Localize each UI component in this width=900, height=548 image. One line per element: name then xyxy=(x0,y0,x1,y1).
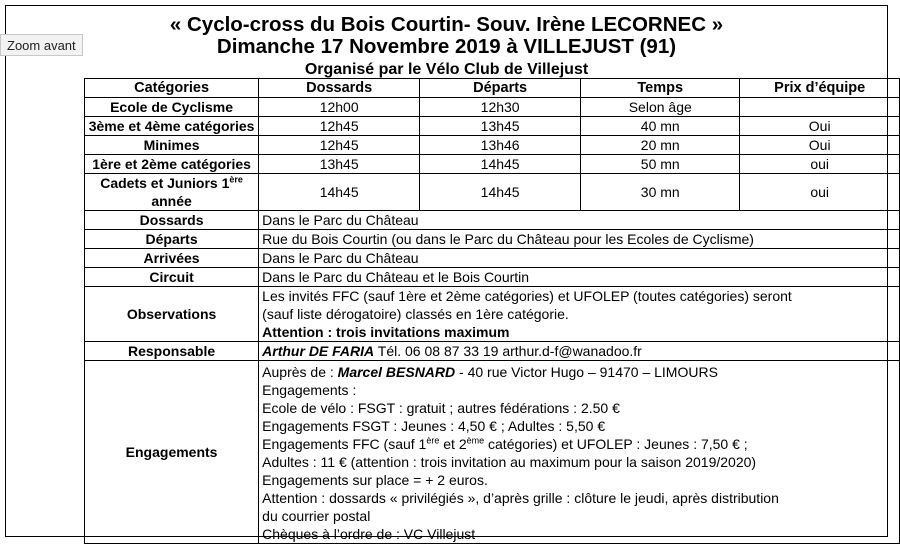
info-label: Dossards xyxy=(85,211,259,230)
temps-cell: 40 mn xyxy=(581,117,740,136)
table-row xyxy=(85,155,900,174)
eng-line: Attention : dossards « privilégiés », d’après grille : clôture le jeudi, après distribution xyxy=(262,490,779,506)
info-value: Rue du Bois Courtin (ou dans le Parc du Château pour les Ecoles de Cyclisme) xyxy=(259,230,900,249)
observations-value xyxy=(259,287,900,342)
dossards-cell: 13h45 xyxy=(259,155,420,174)
info-label: Responsable xyxy=(85,342,259,361)
category-cell: 3ème et 4ème catégories xyxy=(85,117,259,136)
departs-cell: 14h45 xyxy=(420,155,581,174)
obs-line: Les invités FFC (sauf 1ère et 2ème catégories) et UFOLEP (toutes catégories) seront xyxy=(262,288,792,304)
eng-text: Engagements FFC (sauf 1 xyxy=(262,436,427,452)
departs-cell: 13h46 xyxy=(420,136,581,155)
table-row xyxy=(85,174,900,211)
prix-cell xyxy=(740,98,900,117)
temps-cell: 50 mn xyxy=(581,155,740,174)
dossards-cell: 12h00 xyxy=(259,98,420,117)
prix-cell: oui xyxy=(740,155,900,174)
event-date-location: Dimanche 17 Novembre 2019 à VILLEJUST (91) xyxy=(216,35,677,58)
responsable-name: Arthur DE FARIA xyxy=(262,343,375,359)
eng-line: du courrier postal xyxy=(262,508,371,524)
eng-line: Ecole de vélo : FSGT : gratuit ; autres fédérations : 2.50 € xyxy=(262,400,620,416)
category-text-end: année xyxy=(151,193,192,209)
eng-line xyxy=(262,363,896,381)
temps-cell: 20 mn xyxy=(581,136,740,155)
info-label: Arrivées xyxy=(85,249,259,268)
prix-cell: Oui xyxy=(740,136,900,155)
category-cell: 1ère et 2ème catégories xyxy=(85,155,259,174)
ordinal-sup: ère xyxy=(229,174,243,185)
dossards-cell: 12h45 xyxy=(259,117,420,136)
header-categories: Catégories xyxy=(85,79,259,98)
dossards-cell: 12h45 xyxy=(259,136,420,155)
organizer-line: Organisé par le Vélo Club de Villejust xyxy=(304,61,589,78)
info-label: Observations xyxy=(85,287,259,342)
table-header-row xyxy=(85,79,900,98)
eng-text: catégories) et UFOLEP : Jeunes : 7,50 € ; xyxy=(484,436,748,452)
category-cell xyxy=(85,174,259,211)
eng-text: et 2 xyxy=(439,436,467,452)
eng-line: Adultes : 11 € (attention : trois invitation au maximum pour la saison 2019/2020) xyxy=(262,454,757,470)
departs-cell: 12h30 xyxy=(420,98,581,117)
header-dossards: Dossards xyxy=(259,79,420,98)
schedule-table xyxy=(84,78,900,544)
table-row xyxy=(85,117,900,136)
category-cell: Ecole de Cyclisme xyxy=(85,98,259,117)
dossards-cell: 14h45 xyxy=(259,174,420,211)
table-row xyxy=(85,136,900,155)
eng-line: Chèques à l’ordre de : VC Villejust xyxy=(262,526,476,542)
event-title: « Cyclo-cross du Bois Courtin- Souv. Irène LECORNEC » xyxy=(169,13,724,36)
info-label: Engagements xyxy=(85,361,259,544)
responsable-contact: Tél. 06 08 87 33 19 arthur.d-f@wanadoo.fr xyxy=(374,343,642,359)
header-temps: Temps xyxy=(581,79,740,98)
ordinal-sup: ème xyxy=(466,435,485,446)
info-row-dossards xyxy=(85,211,900,230)
info-row-circuit xyxy=(85,268,900,287)
header-departs: Départs xyxy=(420,79,581,98)
departs-cell: 14h45 xyxy=(420,174,581,211)
eng-line: Engagements : xyxy=(262,382,357,398)
info-value: Dans le Parc du Château xyxy=(259,211,900,230)
info-row-engagements xyxy=(85,361,900,544)
eng-line: Engagements sur place = + 2 euros. xyxy=(262,472,488,488)
header-prix: Prix d’équipe xyxy=(740,79,900,98)
obs-warning: Attention : trois invitations maximum xyxy=(262,324,510,340)
temps-cell: 30 mn xyxy=(581,174,740,211)
obs-line: (sauf liste dérogatoire) classés en 1ère catégorie. xyxy=(262,306,569,322)
eng-contact-name: Marcel BESNARD xyxy=(337,364,456,380)
info-value: Dans le Parc du Château et le Bois Courtin xyxy=(259,268,900,287)
info-value: Dans le Parc du Château xyxy=(259,249,900,268)
eng-line xyxy=(262,435,896,453)
info-row-departs xyxy=(85,230,900,249)
info-row-responsable xyxy=(85,342,900,361)
eng-aupres: Auprès de : xyxy=(262,364,338,380)
eng-line: Engagements FSGT : Jeunes : 4,50 € ; Adultes : 5,50 € xyxy=(262,418,606,434)
prix-cell: Oui xyxy=(740,117,900,136)
ordinal-sup: ère xyxy=(426,435,440,446)
responsable-value xyxy=(259,342,900,361)
info-row-observations xyxy=(85,287,900,342)
info-label: Départs xyxy=(85,230,259,249)
table-row xyxy=(85,98,900,117)
category-text: Cadets et Juniors 1 xyxy=(100,175,230,191)
temps-cell: Selon âge xyxy=(581,98,740,117)
prix-cell: oui xyxy=(740,174,900,211)
info-row-arrivees xyxy=(85,249,900,268)
engagements-value xyxy=(259,361,900,544)
departs-cell: 13h45 xyxy=(420,117,581,136)
info-label: Circuit xyxy=(85,268,259,287)
eng-address: - 40 rue Victor Hugo – 91470 – LIMOURS xyxy=(455,364,718,380)
category-cell: Minimes xyxy=(85,136,259,155)
zoom-tooltip: Zoom avant xyxy=(0,34,83,56)
